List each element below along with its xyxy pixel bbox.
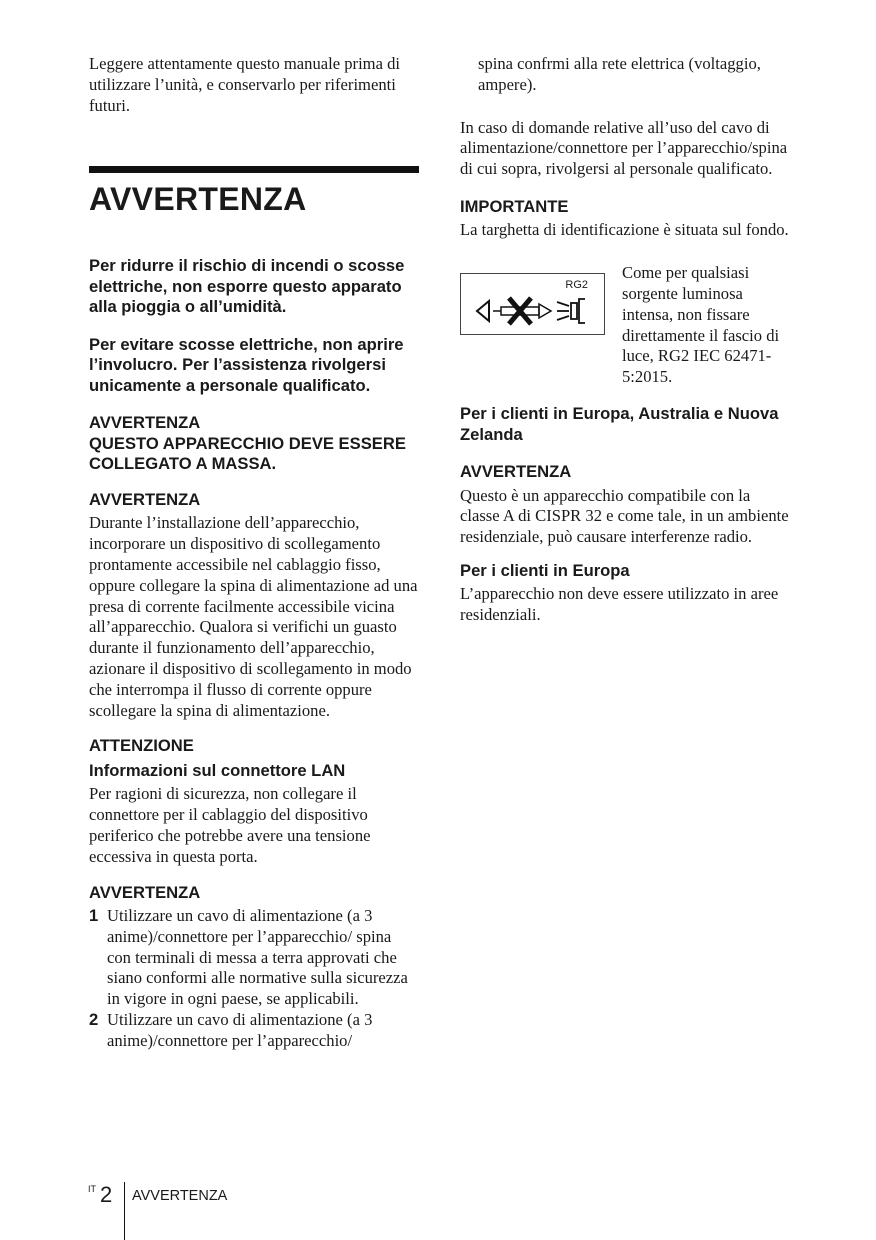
- lan-heading-2: Informazioni sul connettore LAN: [89, 760, 346, 780]
- install-warning: [89, 490, 419, 721]
- right-column: [460, 54, 790, 641]
- enclosure-warning: Per evitare scosse elettriche, non aprire l’involucro. Per l’assistenza rivolgersi unicamente a personale qualificato.: [89, 334, 404, 395]
- lan-text: Per ragioni di sicurezza, non collegare il connettore per il cablaggio del dispositivo periferico che potrebbe avere una tensione eccessiva in questa porta.: [89, 784, 371, 866]
- list-number: 2: [89, 1010, 99, 1030]
- install-heading: AVVERTENZA: [89, 489, 201, 509]
- page-number: 2: [100, 1182, 113, 1207]
- list-item: [89, 1010, 419, 1052]
- important-section: [460, 197, 790, 241]
- ground-warning: [89, 413, 419, 475]
- lan-heading-1: ATTENZIONE: [89, 736, 194, 756]
- title-rule: [89, 166, 419, 173]
- language-code: IT: [88, 1184, 96, 1194]
- page-title: AVVERTENZA: [89, 181, 307, 218]
- intro-text: Leggere attentamente questo manuale prima di utilizzare l’unità, e conservarlo per riferimenti futuri.: [89, 54, 401, 115]
- install-text: Durante l’installazione dell’apparecchio, incorporare un dispositivo di scollegamento prontamente accessibile nel cablaggio fisso, oppure collegare la spina di alimentazione ad una presa di corrente facilmente accessibile vicina all’apparecchio. Qualora si verifichi un guasto durante il funzionamento dell’apparecchio, azionare il dispositivo di scollegamento in modo che interrompa il flusso di corrente oppure scollegare la spina di alimentazione.: [89, 513, 418, 720]
- ground-heading-2: QUESTO APPARECCHIO DEVE ESSERE COLLEGATO A MASSA.: [89, 433, 406, 474]
- cable-heading: AVVERTENZA: [89, 882, 201, 902]
- eu-au-nz-heading: Per i clienti in Europa, Australia e Nuova Zelanda: [460, 404, 779, 444]
- eu-heading: Per i clienti in Europa: [460, 560, 630, 580]
- cable-list: [89, 906, 419, 1052]
- list-text: Utilizzare un cavo di alimentazione (a 3 anime)/connettore per l’apparecchio/ spina con terminali di messa a terra approvati che siano conformi alle normative sulla sicurezza in vigore in ogni paese, se applicabili.: [107, 906, 408, 1009]
- rg2-label-text: RG2: [565, 279, 588, 292]
- rg2-notice: [460, 263, 790, 388]
- rg2-text: Come per qualsiasi sorgente luminosa intensa, non fissare direttamente il fascio di luce, RG2 IEC 62471-5:2015.: [622, 263, 780, 387]
- list-number: 1: [89, 906, 99, 926]
- eu-au-nz-text: Questo è un apparecchio compatibile con la classe A di CISPR 32 e come tale, in un ambiente residenziale, può causare interferenze radio.: [460, 485, 789, 547]
- important-text: La targhetta di identificazione è situata sul fondo.: [460, 220, 789, 240]
- footer-section-title: AVVERTENZA: [132, 1188, 228, 1204]
- important-heading: IMPORTANTE: [460, 196, 569, 216]
- rg2-warning-label: [460, 273, 605, 335]
- cable-questions-text: In caso di domande relative all’uso del cavo di alimentazione/connettore per l’apparecchio/spina di cui sopra, rivolgersi al personale qualificato.: [460, 117, 788, 179]
- eu-text: L’apparecchio non deve essere utilizzato in aree residenziali.: [460, 584, 779, 625]
- footer-divider: [124, 1182, 125, 1240]
- cable-warning: [89, 883, 419, 1052]
- eu-au-nz-section: [460, 404, 790, 548]
- ground-heading-1: AVVERTENZA: [89, 413, 201, 433]
- eye-light-warning-icon: [473, 294, 598, 328]
- eu-section: [460, 561, 790, 626]
- lan-caution: [89, 736, 419, 867]
- cable-continued-text: spina confrmi alla rete elettrica (voltaggio, ampere).: [478, 54, 761, 94]
- left-column: [89, 54, 419, 1067]
- list-text: Utilizzare un cavo di alimentazione (a 3 anime)/connettore per l’apparecchio/: [107, 1010, 373, 1050]
- fire-shock-warning: Per ridurre il rischio di incendi o scosse elettriche, non esporre questo apparato alla pioggia o all’umidità.: [89, 256, 405, 317]
- eu-au-nz-subheading: AVVERTENZA: [460, 462, 572, 482]
- list-item: [89, 906, 419, 1010]
